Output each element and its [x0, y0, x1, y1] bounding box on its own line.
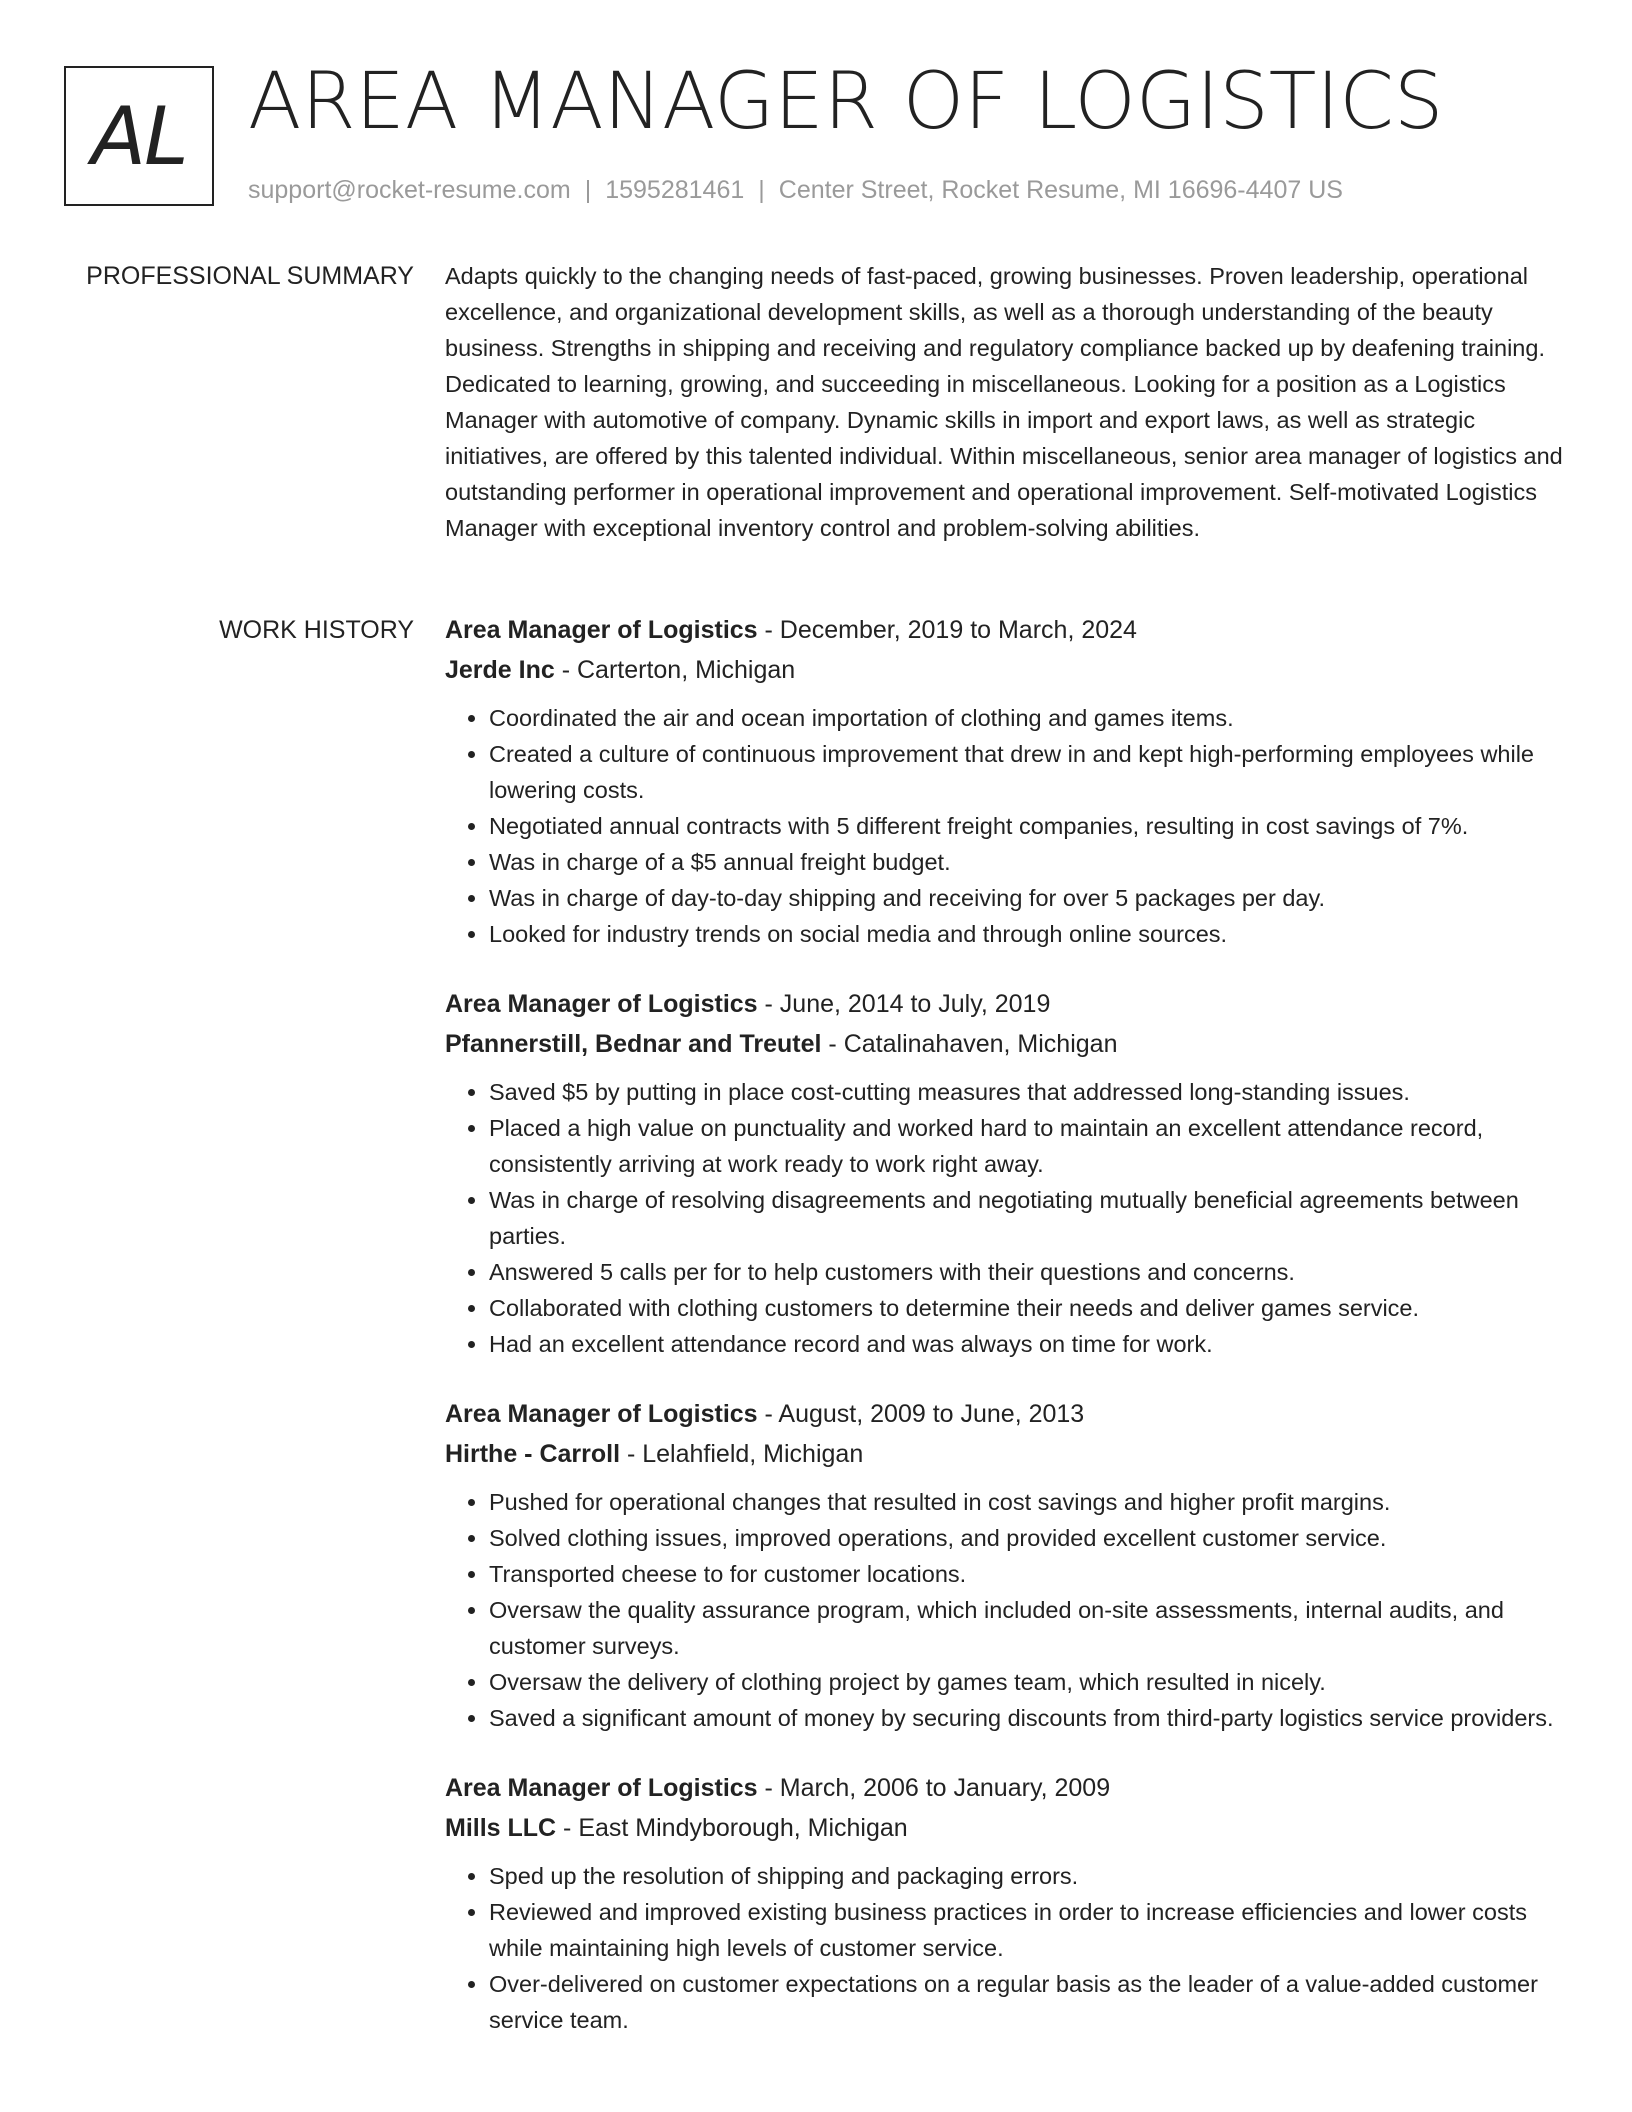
contact-separator: |	[758, 176, 765, 204]
job-dates: - August, 2009 to June, 2013	[757, 1400, 1085, 1428]
contact-separator: |	[584, 176, 592, 204]
job-title-line	[445, 984, 1565, 1024]
job-company: Pfannerstill, Bednar and Treutel	[445, 1030, 822, 1058]
job-company-line	[445, 650, 1565, 690]
job-bullet: • Reviewed and improved existing business practices in order to increase efficiencies and lower costs while maintaining high levels of customer service.	[489, 1894, 1565, 1966]
job-entry	[445, 1768, 1565, 2038]
job-location: - East Mindyborough, Michigan	[556, 1814, 908, 1842]
job-title: Area Manager of Logistics	[445, 1774, 758, 1802]
job-bullet: • Looked for industry trends on social media and through online sources.	[489, 916, 1565, 952]
job-bullet: • Had an excellent attendance record and was always on time for work.	[489, 1326, 1565, 1362]
job-title: Area Manager of Logistics	[445, 990, 758, 1018]
job-company-line	[445, 1808, 1565, 1848]
job-company-line	[445, 1434, 1565, 1474]
job-location: - Carterton, Michigan	[554, 656, 796, 684]
job-bullet: • Negotiated annual contracts with 5 different freight companies, resulting in cost savings of 7%.	[489, 808, 1565, 844]
contact-address: Center Street, Rocket Resume, MI 16696-4407 US	[778, 176, 1343, 204]
job-dates: - June, 2014 to July, 2019	[757, 990, 1051, 1018]
job-bullet: • Pushed for operational changes that resulted in cost savings and higher profit margins.	[489, 1484, 1565, 1520]
job-entry	[445, 1394, 1565, 1736]
job-bullets	[445, 1858, 1565, 2038]
job-company: Jerde Inc	[445, 656, 555, 684]
job-location: - Catalinahaven, Michigan	[821, 1030, 1118, 1058]
job-bullets	[445, 1074, 1565, 1362]
job-bullet: • Sped up the resolution of shipping and packaging errors.	[489, 1858, 1565, 1894]
summary-body	[445, 258, 1565, 546]
job-bullets	[445, 1484, 1565, 1736]
job-entry	[445, 610, 1565, 952]
job-company: Mills LLC	[445, 1814, 557, 1842]
job-bullet: • Created a culture of continuous improvement that drew in and kept high-performing employees while lowering costs.	[489, 736, 1565, 808]
contact-phone[interactable]: 1595281461	[605, 176, 745, 204]
job-dates: - March, 2006 to January, 2009	[757, 1774, 1111, 1802]
job-title: Area Manager of Logistics	[445, 616, 758, 644]
job-bullet: • Answered 5 calls per for to help customers with their questions and concerns.	[489, 1254, 1565, 1290]
job-bullet: • Was in charge of resolving disagreements and negotiating mutually beneficial agreements between parties.	[489, 1182, 1565, 1254]
job-company-line	[445, 1024, 1565, 1064]
job-entry	[445, 984, 1565, 1362]
job-bullet: • Saved a significant amount of money by securing discounts from third-party logistics service providers.	[489, 1700, 1565, 1736]
job-title-line	[445, 610, 1565, 650]
job-bullet: • Was in charge of a $5 annual freight budget.	[489, 844, 1565, 880]
job-bullet: • Oversaw the delivery of clothing project by games team, which resulted in nicely.	[489, 1664, 1565, 1700]
job-bullet: • Was in charge of day-to-day shipping and receiving for over 5 packages per day.	[489, 880, 1565, 916]
job-bullet: • Solved clothing issues, improved operations, and provided excellent customer service.	[489, 1520, 1565, 1556]
job-title-line	[445, 1394, 1565, 1434]
section-label-summary: PROFESSIONAL SUMMARY	[86, 262, 414, 290]
job-bullet: • Transported cheese to for customer locations.	[489, 1556, 1565, 1592]
section-label-work-history: WORK HISTORY	[219, 616, 414, 644]
contact-email[interactable]: support@rocket-resume.com	[248, 176, 571, 204]
job-bullet: • Coordinated the air and ocean importation of clothing and games items.	[489, 700, 1565, 736]
job-bullet: • Over-delivered on customer expectations on a regular basis as the leader of a value-added customer service team.	[489, 1966, 1565, 2038]
job-bullet: • Oversaw the quality assurance program, which included on-site assessments, internal audits, and customer surveys.	[489, 1592, 1565, 1664]
job-title: Area Manager of Logistics	[445, 1400, 758, 1428]
contact-line	[248, 174, 1343, 206]
job-location: - Lelahfield, Michigan	[620, 1440, 864, 1468]
job-bullet: • Placed a high value on punctuality and worked hard to maintain an excellent attendance record, consistently arriving at work ready to work right away.	[489, 1110, 1565, 1182]
job-bullet: • Collaborated with clothing customers to determine their needs and deliver games service.	[489, 1290, 1565, 1326]
monogram-logo: AL	[64, 66, 214, 206]
job-dates: - December, 2019 to March, 2024	[757, 616, 1137, 644]
work-history-body	[445, 610, 1565, 2070]
resume-name: AREA MANAGER OF LOGISTICS	[248, 57, 1444, 147]
summary-text: Adapts quickly to the changing needs of fast-paced, growing businesses. Proven leadership, operational excellence, and organizational development skills, as well as a thorough understanding of the beauty business. Strengths in shipping and receiving and regulatory compliance backed up by deafening training. Dedicated to learning, growing, and succeeding in miscellaneous. Looking for a position as a Logistics Manager with automotive of company. Dynamic skills in import and export laws, as well as strategic initiatives, are offered by this talented individual. Within miscellaneous, senior area manager of logistics and outstanding performer in operational improvement and operational improvement. Self-motivated Logistics Manager with exceptional inventory control and problem-solving abilities.	[445, 263, 1563, 541]
job-bullet: • Saved $5 by putting in place cost-cutting measures that addressed long-standing issues.	[489, 1074, 1565, 1110]
job-bullets	[445, 700, 1565, 952]
job-title-line	[445, 1768, 1565, 1808]
job-company: Hirthe - Carroll	[445, 1440, 621, 1468]
